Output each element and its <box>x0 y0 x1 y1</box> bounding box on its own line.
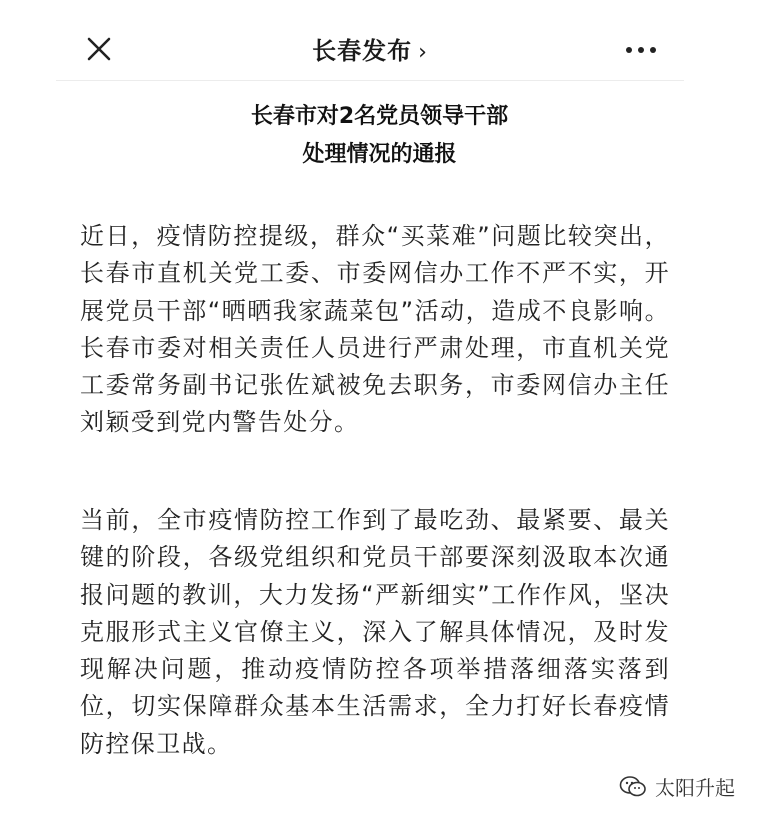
article-title <box>0 98 759 174</box>
article-title-line2: 处理情况的通报 <box>302 142 457 167</box>
account-name: 长春发布 <box>312 37 413 65</box>
chevron-right-icon: › <box>418 40 428 65</box>
more-button[interactable] <box>626 47 656 55</box>
wechat-icon <box>619 775 647 799</box>
account-name-link[interactable] <box>56 31 684 66</box>
watermark <box>619 772 735 801</box>
article-paragraph: 当前，全市疫情防控工作到了最吃劲、最紧要、最关键的阶段，各级党组织和党员干部要深刻汲取本次通报问题的教训，大力发扬“严新细实”工作作风，坚决克服形式主义官僚主义，深入了解具体情况，及时发现解决问题，推动疫情防控各项举措落细落实落到位，切实保障群众基本生活需求，全力打好长春疫情防控保卫战。 <box>80 506 670 758</box>
article-paragraph: 近日，疫情防控提级，群众“买菜难”问题比较突出，长春市直机关党工委、市委网信办工作不严不实，开展党员干部“晒晒我家蔬菜包”活动，造成不良影响。长春市委对相关责任人员进行严肃处理，市直机关党工委常务副书记张佐斌被免去职务，市委网信办主任刘颖受到党内警告处分。 <box>80 222 670 437</box>
article-title-line1: 长春市对2名党员领导干部 <box>250 104 509 129</box>
top-navbar <box>56 0 684 81</box>
more-icon <box>626 47 632 53</box>
watermark-text: 太阳升起 <box>655 776 735 800</box>
